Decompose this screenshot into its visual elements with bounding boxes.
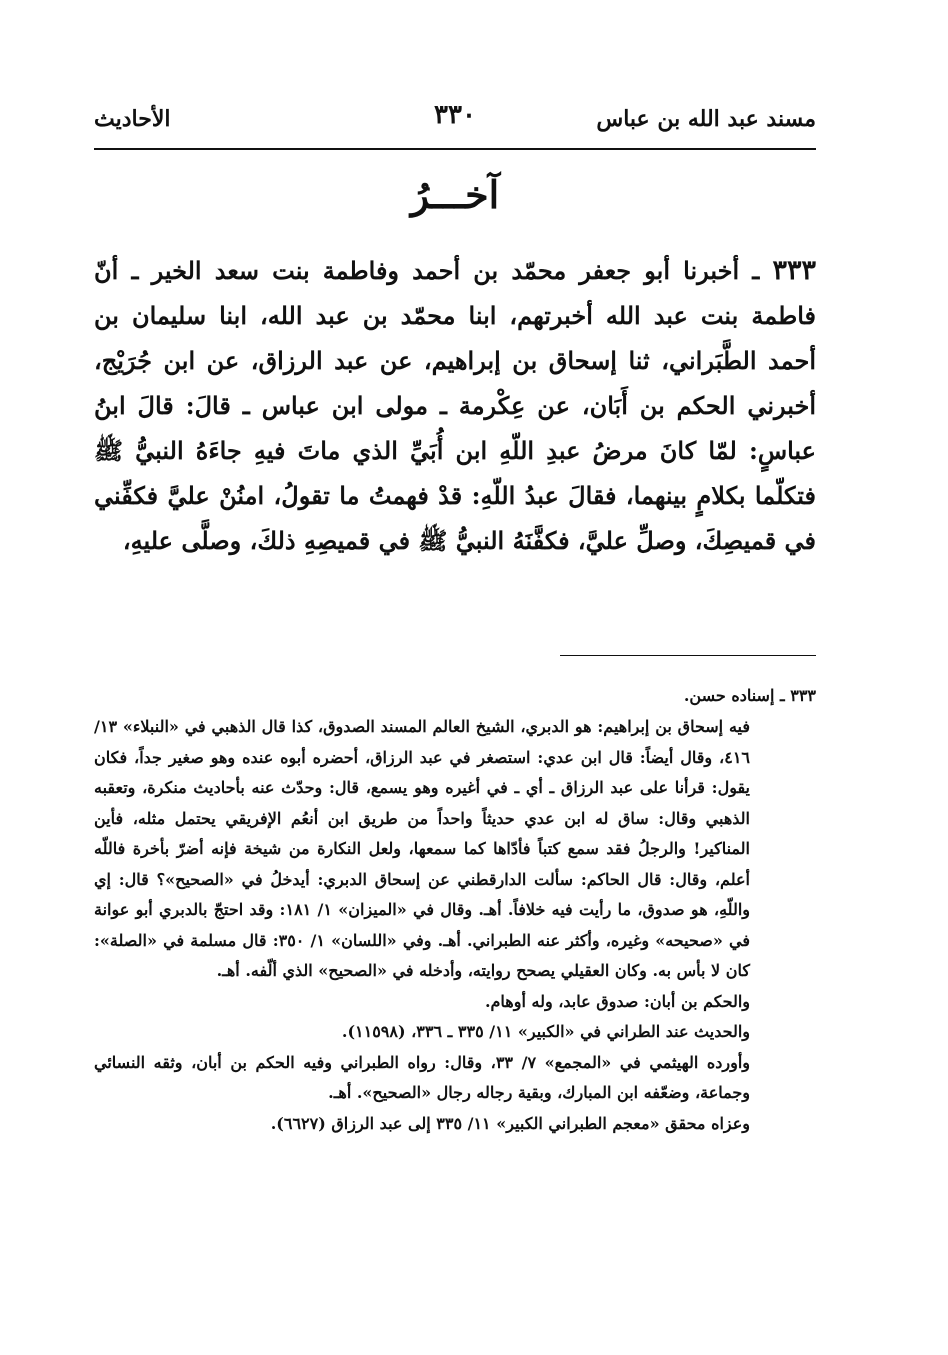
- running-header: [94, 100, 816, 140]
- footnote-body: [94, 712, 750, 1272]
- section-title: الأحاديث: [94, 106, 171, 132]
- footnote-paragraph: وأورده الهيثمي في «المجمع» ٧/ ٣٣، وقال: رواه الطبراني وفيه الحكم بن أبان، وثقه النسائي وجماعة، وضعّفه ابن المبارك، وبقية رجاله رجال «الصحيح». أهـ.: [94, 1052, 751, 1102]
- header-rule: [94, 148, 816, 150]
- footnote-separator: [560, 655, 816, 656]
- footnote-paragraph: والحكم بن أبان: صدوق عابد، وله أوهام.: [484, 991, 750, 1011]
- section-heading: آخـــرُ: [410, 172, 500, 217]
- hadith-number: ٣٣٣: [772, 255, 817, 286]
- page-number: ٣٣٠: [434, 100, 476, 130]
- book-title: مسند عبد الله بن عباس: [596, 106, 816, 132]
- footnote-paragraph: والحديث عند الطراني في «الكبير» ١١/ ٣٣٥ ـ ٣٣٦، (١١٥٩٨).: [341, 1022, 750, 1041]
- footnote-label: ٣٣٣ ـ إسناده حسن.: [683, 686, 816, 705]
- footnote-paragraph: وعزاه محقق «معجم الطبراني الكبير» ١١/ ٣٣٥ إلى عبد الرزاق (٦٦٢٧).: [270, 1113, 750, 1133]
- hadith-body: ـ أخبرنا أبو جعفر محمّد بن أحمد وفاطمة بنت سعد الخير ـ أنّ فاطمة بنت عبد الله أخبرتهم، ابنا محمّد بن عبد الله، ابنا سليمان بن أحمد الطَّبَراني، ثنا إسحاق بن إبراهيم، عن عبد الرزاق، عن ابن جُرَيْج، أخبرني الحكم بن أَبَان، عن عِكْرمة ـ مولى ابن عباس ـ قالَ: قالَ ابنُ عباسٍ: لمّا كانَ مرضُ عبدِ اللّهِ ابن أُبَيِّ الذي ماتَ فيهِ جاءَهُ النبيُّ ﷺ فتكلّما بكلامٍ بينهما، فقالَ عبدُ اللّهِ: قدْ فهمتُ ما تقولُ، امنُنْ عليَّ فكفِّني في قميصِكَ، وصلِّ عليَّ، فكفَّنَهُ النبيُّ ﷺ في قميصِهِ ذلكَ، وصلَّى عليهِ،: [94, 256, 816, 555]
- footnote-paragraph: فيه إسحاق بن إبراهيم: هو الدبري، الشيخ العالم المسند الصدوق، كذا قال الذهبي في «النبلاء» ١٣/ ٤١٦، وقال أيضاً: قال ابن عدي: استصغر في عبد الرزاق، أحضره أبوه عنده وهو صغير جداً، فكان يقول: قرأنا على عبد الرزاق ـ أي ـ في أغيره وهو يسمع، قال: وحدّث عنه بأحاديث منكرة، وتعقبه الذهبي وقال: ساق له ابن عدي حديثاً واحداً من طريق ابن أنعُم الإفريقي يحتمل مثله، فأين المناكير! والرجلُ فقد سمع كتباً فأدّاها كما سمعها، ولعل النكارة من شيخة فإنه أضرّ بأخرة فاللّه أعلم، وقال: قال الحاكم: سألت الدارقطني عن إسحاق الدبري: أيدخلُ في «الصحيح»؟ قال: إي واللّهِ، هو صدوق، ما رأيت فيه خلافاً. أهـ. وقال في «الميزان» ١/ ١٨١: وقد احتجّ بالدبري أبو عوانة في «صحيحه» وغيره، وأكثر عنه الطبراني. أهـ. وفي «اللسان» ١/ ٣٥٠: قال مسلمة في «الصلة»: كان لا بأس به. وكان العقيلي يصحح روايته، وأدخله في «الصحيح» الذي ألّفه. أهـ.: [94, 717, 751, 980]
- hadith-text: [94, 248, 816, 628]
